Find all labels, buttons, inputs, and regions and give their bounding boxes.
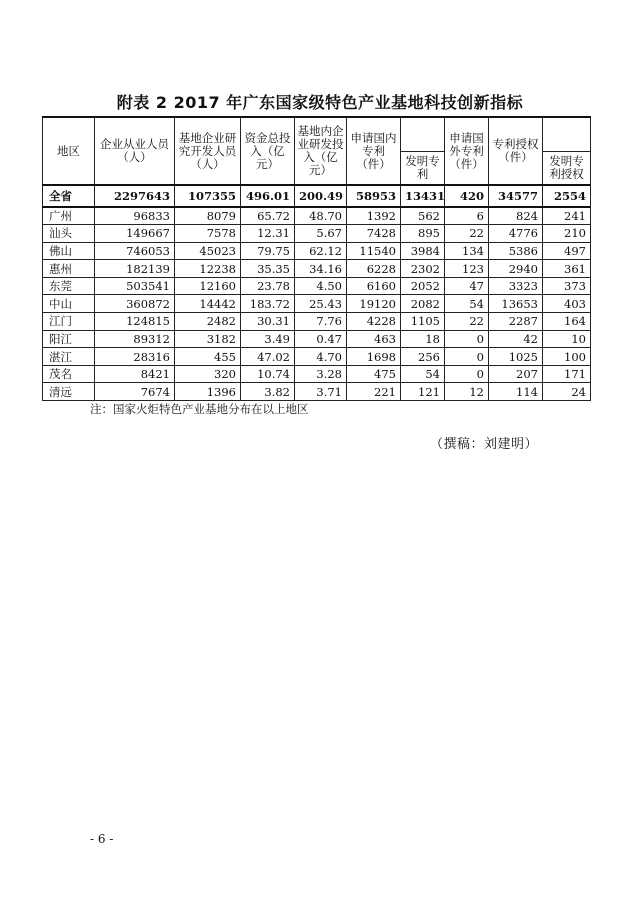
cell-domestic-invention: 2302: [401, 260, 445, 278]
table-row: [43, 295, 591, 313]
cell-region: 江门: [43, 313, 95, 331]
cell-employees: 8421: [95, 365, 175, 383]
cell-rd-investment: 0.47: [295, 330, 347, 348]
cell-granted-patents: 34577: [489, 185, 543, 207]
table-row: [43, 365, 591, 383]
cell-rd-investment: 62.12: [295, 242, 347, 260]
cell-granted-invention: 10: [543, 330, 591, 348]
cell-foreign-patents: 0: [445, 365, 489, 383]
cell-domestic-invention: 18: [401, 330, 445, 348]
table-row: [43, 330, 591, 348]
header-total-investment: 资金总投入（亿元）: [241, 117, 295, 185]
cell-foreign-patents: 12: [445, 383, 489, 401]
cell-region: 佛山: [43, 242, 95, 260]
cell-rd-investment: 3.28: [295, 365, 347, 383]
table-row: [43, 313, 591, 331]
cell-domestic-patents: 6228: [347, 260, 401, 278]
table-row: [43, 348, 591, 366]
cell-granted-invention: 2554: [543, 185, 591, 207]
cell-domestic-invention: 2082: [401, 295, 445, 313]
cell-granted-patents: 13653: [489, 295, 543, 313]
cell-domestic-patents: 475: [347, 365, 401, 383]
cell-foreign-patents: 47: [445, 277, 489, 295]
indicator-table: [42, 116, 591, 401]
cell-employees: 360872: [95, 295, 175, 313]
cell-domestic-patents: 7428: [347, 225, 401, 243]
cell-foreign-patents: 134: [445, 242, 489, 260]
cell-total-investment: 3.82: [241, 383, 295, 401]
cell-employees: 2297643: [95, 185, 175, 207]
cell-rd-investment: 34.16: [295, 260, 347, 278]
cell-domestic-patents: 19120: [347, 295, 401, 313]
cell-granted-patents: 42: [489, 330, 543, 348]
cell-domestic-invention: 895: [401, 225, 445, 243]
cell-domestic-invention: 1105: [401, 313, 445, 331]
cell-domestic-invention: 13431: [401, 185, 445, 207]
cell-total-investment: 79.75: [241, 242, 295, 260]
cell-granted-patents: 207: [489, 365, 543, 383]
cell-region: 广州: [43, 207, 95, 225]
cell-employees: 149667: [95, 225, 175, 243]
cell-employees: 124815: [95, 313, 175, 331]
table-row: [43, 383, 591, 401]
cell-rd-staff: 8079: [175, 207, 241, 225]
cell-granted-patents: 824: [489, 207, 543, 225]
cell-granted-patents: 3323: [489, 277, 543, 295]
cell-domestic-invention: 256: [401, 348, 445, 366]
cell-total-investment: 30.31: [241, 313, 295, 331]
table-row: [43, 242, 591, 260]
table-title: 附表 2 2017 年广东国家级特色产业基地科技创新指标: [116, 93, 524, 112]
cell-rd-staff: 7578: [175, 225, 241, 243]
cell-domestic-patents: 1392: [347, 207, 401, 225]
page-number: - 6 -: [90, 832, 114, 846]
cell-domestic-invention: 2052: [401, 277, 445, 295]
header-domestic-invention: 发明专利: [401, 151, 445, 185]
cell-domestic-patents: 221: [347, 383, 401, 401]
cell-granted-patents: 114: [489, 383, 543, 401]
cell-domestic-invention: 3984: [401, 242, 445, 260]
cell-rd-investment: 4.70: [295, 348, 347, 366]
cell-foreign-patents: 0: [445, 330, 489, 348]
cell-granted-invention: 171: [543, 365, 591, 383]
cell-employees: 96833: [95, 207, 175, 225]
cell-rd-investment: 200.49: [295, 185, 347, 207]
cell-total-investment: 35.35: [241, 260, 295, 278]
cell-total-investment: 496.01: [241, 185, 295, 207]
header-foreign-patents: 申请国外专利（件）: [445, 117, 489, 185]
cell-region: 汕头: [43, 225, 95, 243]
cell-domestic-patents: 58953: [347, 185, 401, 207]
cell-foreign-patents: 22: [445, 313, 489, 331]
cell-foreign-patents: 22: [445, 225, 489, 243]
cell-domestic-patents: 4228: [347, 313, 401, 331]
cell-employees: 746053: [95, 242, 175, 260]
table-row-total: [43, 185, 591, 207]
cell-total-investment: 12.31: [241, 225, 295, 243]
cell-rd-staff: 45023: [175, 242, 241, 260]
cell-foreign-patents: 6: [445, 207, 489, 225]
cell-granted-invention: 100: [543, 348, 591, 366]
cell-domestic-patents: 1698: [347, 348, 401, 366]
cell-rd-staff: 1396: [175, 383, 241, 401]
cell-rd-staff: 107355: [175, 185, 241, 207]
cell-total-investment: 65.72: [241, 207, 295, 225]
cell-foreign-patents: 0: [445, 348, 489, 366]
header-granted-invention: 发明专利授权: [543, 151, 591, 185]
cell-total-investment: 183.72: [241, 295, 295, 313]
cell-granted-invention: 241: [543, 207, 591, 225]
cell-total-investment: 3.49: [241, 330, 295, 348]
header-employees: 企业从业人员（人）: [95, 117, 175, 185]
cell-rd-staff: 320: [175, 365, 241, 383]
cell-region: 全省: [43, 185, 95, 207]
cell-foreign-patents: 123: [445, 260, 489, 278]
cell-region: 湛江: [43, 348, 95, 366]
table-row: [43, 260, 591, 278]
cell-region: 阳江: [43, 330, 95, 348]
cell-employees: 182139: [95, 260, 175, 278]
cell-granted-patents: 1025: [489, 348, 543, 366]
cell-region: 东莞: [43, 277, 95, 295]
cell-rd-staff: 455: [175, 348, 241, 366]
cell-rd-staff: 3182: [175, 330, 241, 348]
cell-rd-staff: 14442: [175, 295, 241, 313]
header-rd-staff: 基地企业研究开发人员（人）: [175, 117, 241, 185]
cell-rd-investment: 25.43: [295, 295, 347, 313]
cell-rd-staff: 12238: [175, 260, 241, 278]
cell-employees: 503541: [95, 277, 175, 295]
header-rd-investment: 基地内企业研发投入（亿元）: [295, 117, 347, 185]
cell-domestic-patents: 11540: [347, 242, 401, 260]
cell-rd-investment: 4.50: [295, 277, 347, 295]
cell-granted-invention: 210: [543, 225, 591, 243]
cell-granted-invention: 164: [543, 313, 591, 331]
cell-total-investment: 10.74: [241, 365, 295, 383]
table-row: [43, 277, 591, 295]
cell-rd-investment: 48.70: [295, 207, 347, 225]
cell-employees: 28316: [95, 348, 175, 366]
cell-region: 清远: [43, 383, 95, 401]
cell-granted-patents: 5386: [489, 242, 543, 260]
cell-granted-patents: 4776: [489, 225, 543, 243]
header-granted-patents: 专利授权（件）: [489, 117, 543, 185]
cell-total-investment: 47.02: [241, 348, 295, 366]
cell-employees: 89312: [95, 330, 175, 348]
cell-domestic-patents: 6160: [347, 277, 401, 295]
cell-domestic-invention: 54: [401, 365, 445, 383]
table-row: [43, 207, 591, 225]
cell-granted-invention: 24: [543, 383, 591, 401]
cell-rd-staff: 2482: [175, 313, 241, 331]
cell-granted-invention: 497: [543, 242, 591, 260]
cell-region: 中山: [43, 295, 95, 313]
cell-region: 茂名: [43, 365, 95, 383]
cell-rd-staff: 12160: [175, 277, 241, 295]
cell-domestic-invention: 562: [401, 207, 445, 225]
cell-rd-investment: 5.67: [295, 225, 347, 243]
cell-foreign-patents: 54: [445, 295, 489, 313]
cell-granted-invention: 361: [543, 260, 591, 278]
header-domestic-patents: 申请国内专利（件）: [347, 117, 401, 185]
cell-granted-patents: 2940: [489, 260, 543, 278]
header-region: 地区: [43, 117, 95, 185]
table-note: 注：国家火炬特色产业基地分布在以上地区: [90, 402, 309, 416]
cell-granted-patents: 2287: [489, 313, 543, 331]
cell-granted-invention: 373: [543, 277, 591, 295]
author-credit: （撰稿：刘建明）: [430, 437, 539, 452]
cell-domestic-invention: 121: [401, 383, 445, 401]
cell-total-investment: 23.78: [241, 277, 295, 295]
table-row: [43, 225, 591, 243]
cell-foreign-patents: 420: [445, 185, 489, 207]
cell-region: 惠州: [43, 260, 95, 278]
cell-granted-invention: 403: [543, 295, 591, 313]
cell-rd-investment: 3.71: [295, 383, 347, 401]
cell-rd-investment: 7.76: [295, 313, 347, 331]
cell-domestic-patents: 463: [347, 330, 401, 348]
cell-employees: 7674: [95, 383, 175, 401]
